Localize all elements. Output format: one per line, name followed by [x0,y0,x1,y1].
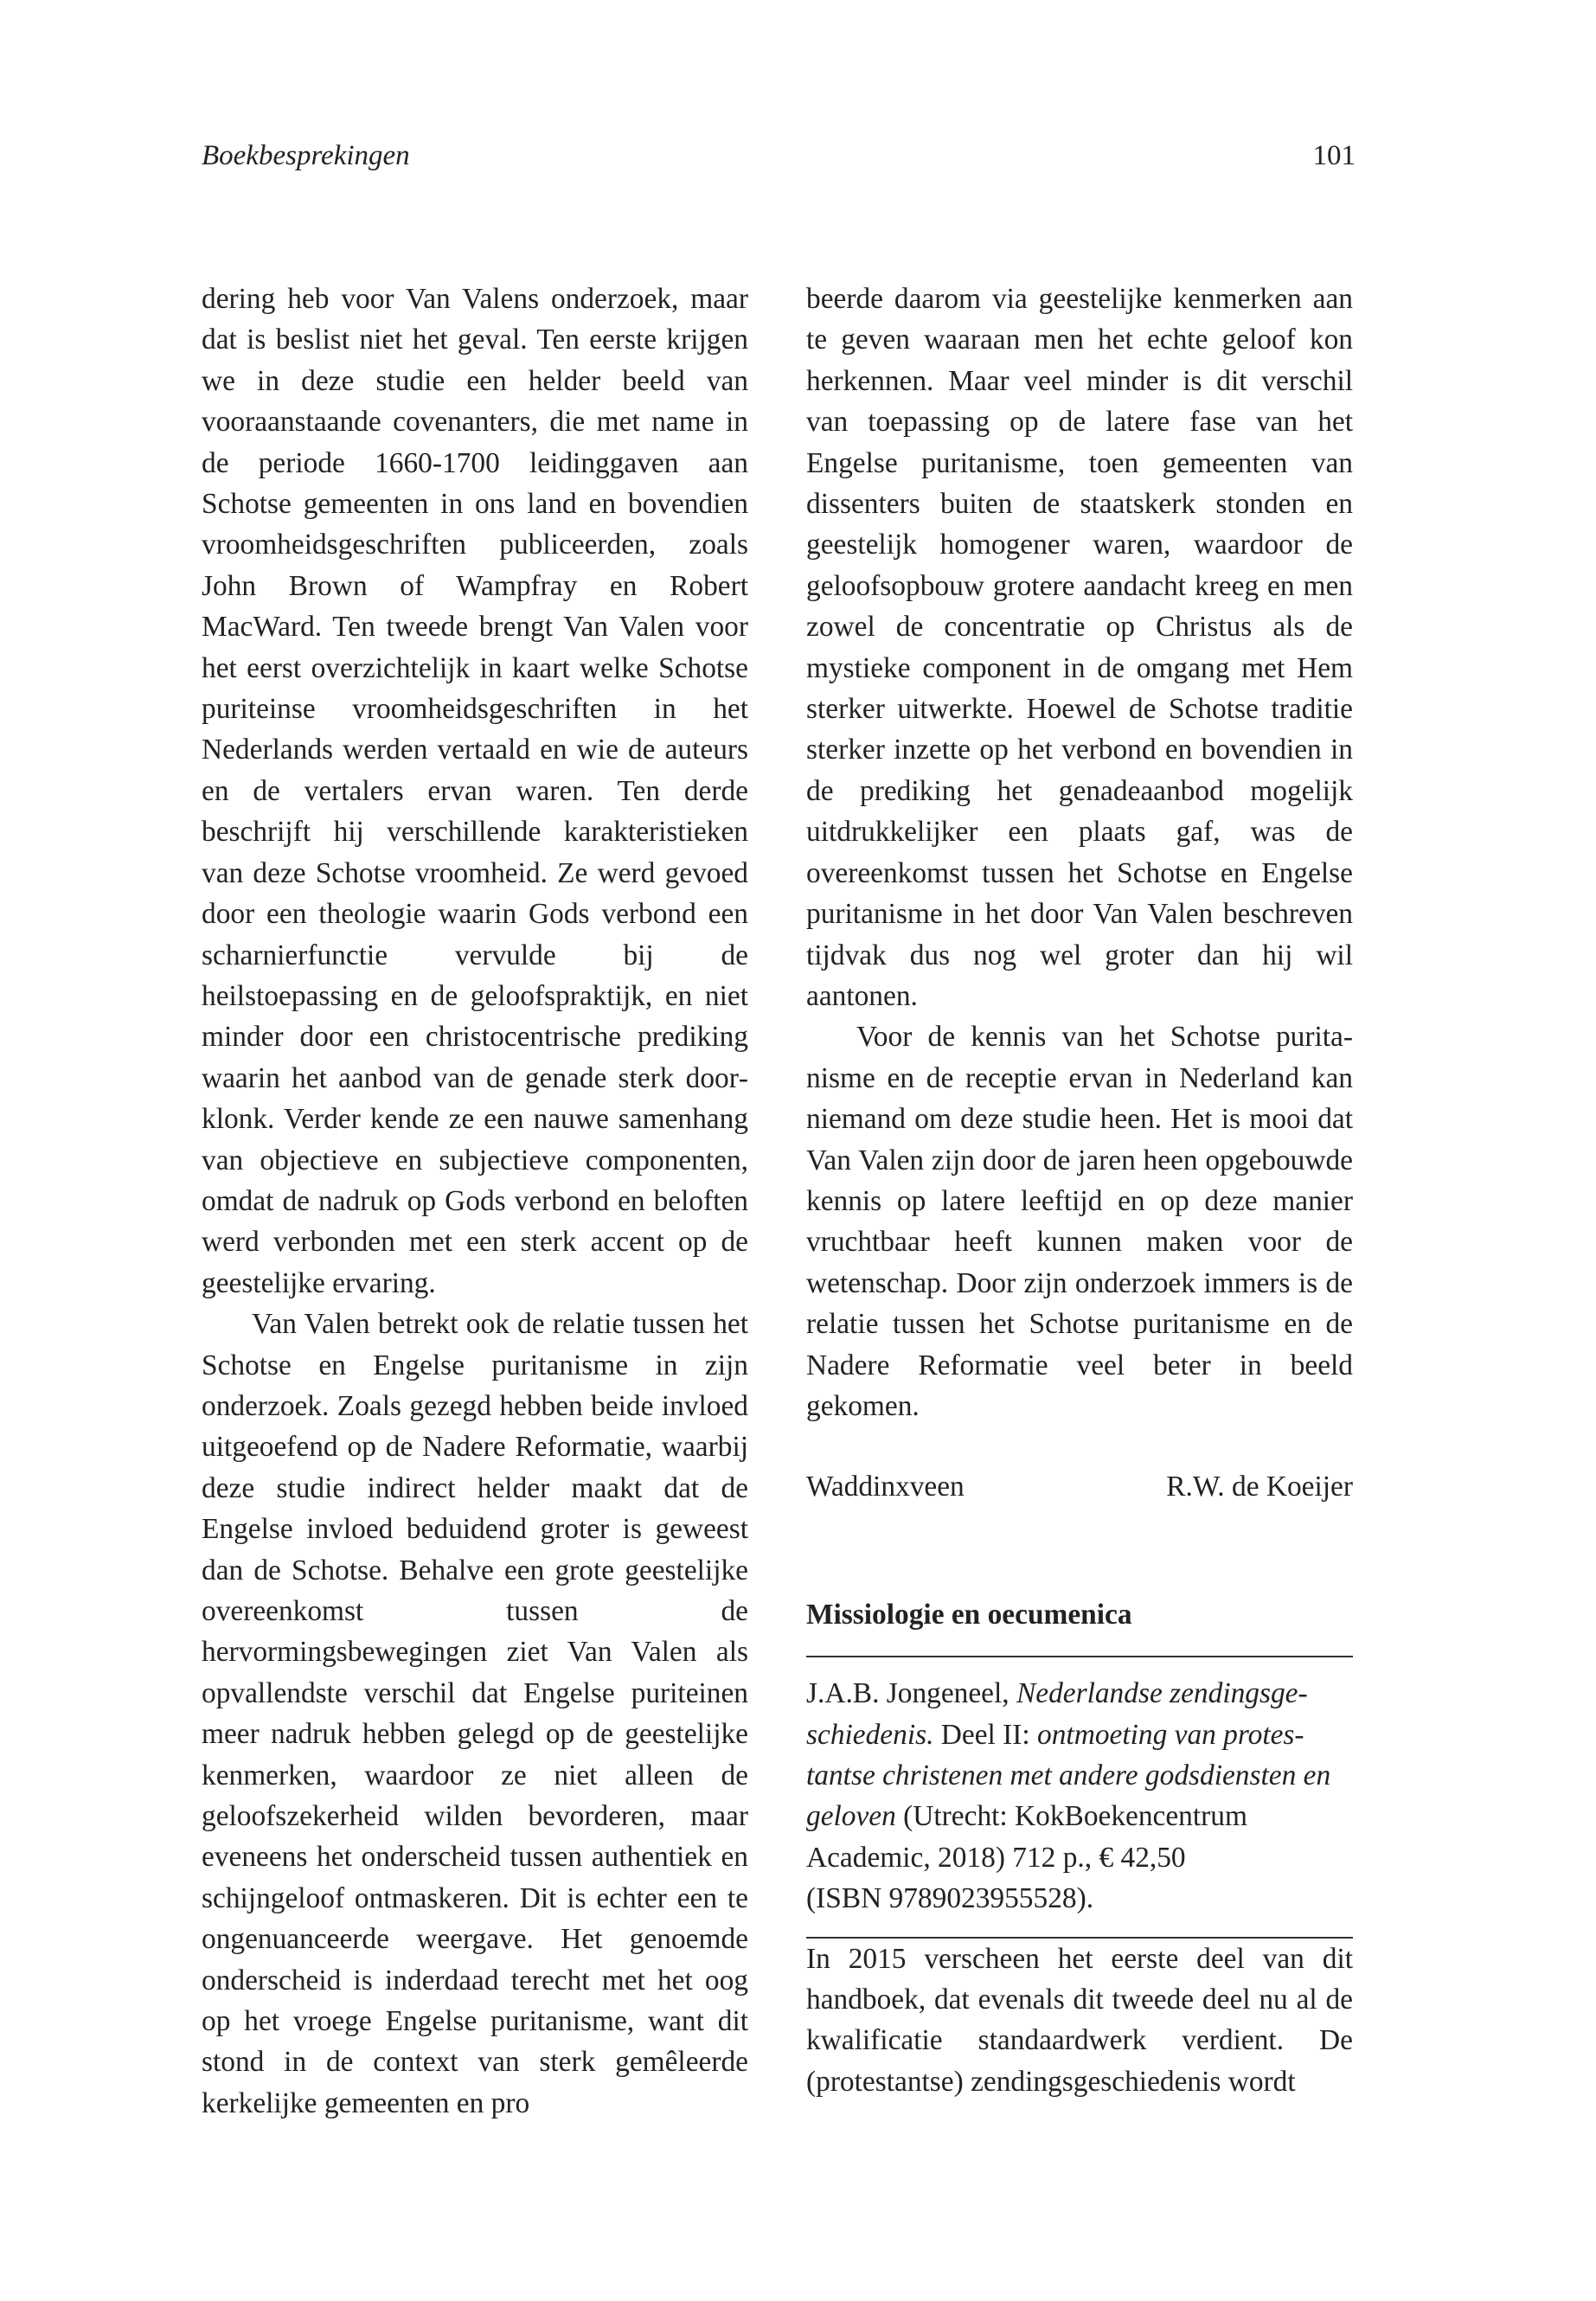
signature-author: R.W. de Koeijer [1166,1471,1353,1503]
book-author: J.A.B. Jongeneel, [806,1677,1016,1710]
book-publisher: (Utrecht: KokBoekencentrum Academic, 2018) 712 p., € 42,50 [806,1800,1247,1874]
book-title: Nederlandse zendingsgeschiedenis. [806,1677,1308,1751]
review-signature [806,1466,1353,1507]
book-part: Deel II: [933,1718,1038,1751]
section-heading: Missiologie en oecumenica [806,1598,1132,1631]
left-column [202,279,748,2124]
book-citation [806,1657,1353,1936]
body-paragraph: beerde daarom via geestelijke kenmerken aan te geven waaraan men het echte geloof kon herkennen. Maar veel minder is dit verschil van toepassing op de latere fase van het Engelse puritanisme, toen gemeenten van dissenters buiten de staatskerk stonden en geestelijk homogener waren, waardoor de geloofsopbouw grotere aandacht kreeg en men zowel de concentratie op Christus als de mystieke component in de omgang met Hem sterker uitwerkte. Hoewel de Schotse traditie sterker inzette op het verbond en bovendien in de prediking het genadeaanbod mogelijk uitdrukkelijker een plaats gaf, was de overeenkomst tussen het Schotse en Engelse puritanisme in het door Van Valen beschreven tijdvak dus nog wel groter dan hij wil aantonen. [806,283,1353,1012]
signature-place: Waddinxveen [806,1471,965,1503]
body-paragraph: In 2015 verscheen het eerste deel van dit handboek, dat evenals dit tweede deel nu al de kwalificatie standaardwerk verdient. De (protestantse) zendingsgeschiedenis wordt [806,1942,1353,2098]
running-head: Boekbesprekingen [202,140,410,171]
book-isbn: (ISBN 9789023955528). [806,1882,1094,1915]
book-subtitle: ontmoeting van protestantse christenen met andere godsdiensten en geloven [806,1718,1331,1833]
body-paragraph: dering heb voor Van Valens onderzoek, maar dat is beslist niet het geval. Ten eerste krijgen we in deze studie een helder beeld van vooraanstaande covenanters, die met name in de periode 1660-1700 leidinggaven aan Schotse gemeenten in ons land en bovendien vroomheidsgeschriften publiceerden, zoals John Brown of Wampfray en Robert MacWard. Ten tweede brengt Van Valen voor het eerst overzichtelijk in kaart welke Schotse puriteinse vroomheidsgeschriften in het Nederlands werden vertaald en wie de auteurs en de vertalers ervan waren. Ten derde beschrijft hij verschillende karakteristieken van deze Schotse vroomheid. Ze werd gevoed door een theologie waarin Gods verbond een scharnierfunctie vervulde bij de heilstoepassing en de geloofspraktijk, en niet minder door een christocentrische prediking waarin het aanbod van de genade sterk doorklonk. Verder kende ze een nauwe samenhang van objectieve en subjectieve componenten, omdat de nadruk op Gods verbond en beloften werd verbonden met een sterk accent op de geestelijke ervaring. [202,283,748,1299]
right-column [806,279,1353,2102]
body-paragraph: Van Valen betrekt ook de relatie tussen het Schotse en Engelse puritanisme in zijn onderzoek. Zoals gezegd hebben beide invloed uitgeoefend op de Nadere Reformatie, waarbij deze studie indirect helder maakt dat de Engelse invloed beduidend groter is geweest dan de Schotse. Behalve een grote geestelijke overeenkomst tussen de hervormingsbewegingen ziet Van Valen als opvallendste verschil dat Engelse puriteinen meer nadruk hebben gelegd op de geestelijke kenmerken, waardoor ze niet alleen de geloofszekerheid wilden bevorderen, maar eveneens het onderscheid tussen authentiek en schijngeloof ontmaskeren. Dit is echter een te ongenuanceerde weergave. Het genoemde onderscheid is inderdaad terecht met het oog op het vroege Engelse puritanisme, want dit stond in de context van sterk gemêleerde kerkelijke gemeenten en pro [202,1308,748,2119]
page-number: 101 [1312,140,1356,171]
body-paragraph: Voor de kennis van het Schotse puritanisme en de receptie ervan in Nederland kan niemand om deze studie heen. Het is mooi dat Van Valen zijn door de jaren heen opgebouwde kennis op latere leeftijd en op deze manier vruchtbaar heeft kunnen maken voor de wetenschap. Door zijn onderzoek immers is de relatie tussen het Schotse puritanisme en de Nadere Reformatie veel beter in beeld gekomen. [806,1021,1353,1422]
